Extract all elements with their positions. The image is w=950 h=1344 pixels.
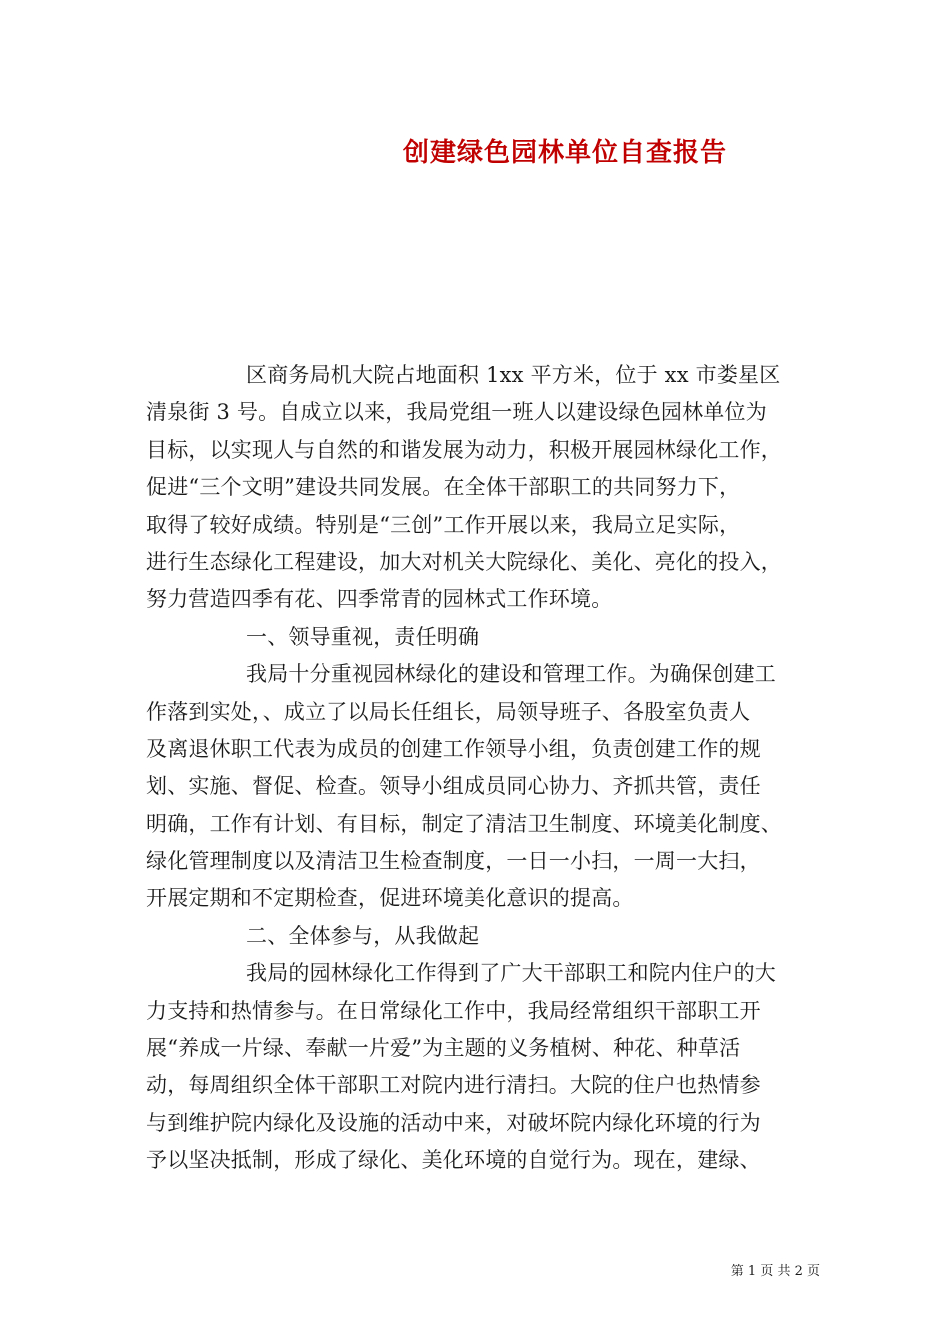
- paragraph-line: 开展定期和不定期检查，促进环境美化意识的提高。: [146, 886, 634, 911]
- paragraph-line: 明确，工作有计划、有目标，制定了清洁卫生制度、环境美化制度、: [146, 811, 782, 836]
- paragraph-line: 展“养成一片绿、奉献一片爱”为主题的义务植树、种花、种草活: [146, 1036, 741, 1061]
- paragraph-line: 清泉街 3 号。自成立以来，我局党组一班人以建设绿色园林单位为: [146, 400, 767, 425]
- paragraph-line: 及离退休职工代表为成员的创建工作领导小组，负责创建工作的规: [146, 736, 761, 761]
- paragraph-line: 作落到实处，、成立了以局长任组长，局领导班子、各股室负责人: [146, 699, 751, 724]
- page-footer: 第 1 页 共 2 页: [730, 1264, 820, 1279]
- paragraph-line: 取得了较好成绩。特别是“三创”工作开展以来，我局立足实际，: [146, 512, 741, 537]
- paragraph-line: 区商务局机大院占地面积 1xx 平方米，位于 xx 市娄星区: [246, 363, 781, 387]
- section-heading-1: 一、领导重视，责任明确: [246, 624, 480, 649]
- section-heading-2: 二、全体参与，从我做起: [246, 923, 480, 948]
- paragraph-line: 目标，以实现人与自然的和谐发展为动力，积极开展园林绿化工作，: [146, 437, 782, 462]
- paragraph-line: 与到维护院内绿化及设施的活动中来，对破坏院内绿化环境的行为: [146, 1110, 761, 1135]
- document-body: [146, 357, 826, 1180]
- paragraph-line: 动，每周组织全体干部职工对院内进行清扫。大院的住户也热情参: [146, 1073, 761, 1098]
- paragraph-line: 绿化管理制度以及清洁卫生检查制度，一日一小扫，一周一大扫，: [146, 849, 761, 874]
- paragraph-line: 促进“三个文明”建设共同发展。在全体干部职工的共同努力下，: [146, 475, 741, 500]
- paragraph-line: 予以坚决抵制，形成了绿化、美化环境的自觉行为。现在，建绿、: [146, 1148, 761, 1173]
- paragraph-line: 我局的园林绿化工作得到了广大干部职工和院内住户的大: [246, 961, 776, 986]
- paragraph-line: 划、实施、督促、检查。领导小组成员同心协力、齐抓共管，责任: [146, 774, 761, 799]
- paragraph-line: 力支持和热情参与。在日常绿化工作中，我局经常组织干部职工开: [146, 998, 761, 1023]
- paragraph-line: 努力营造四季有花、四季常青的园林式工作环境。: [146, 587, 613, 612]
- paragraph-line: 我局十分重视园林绿化的建设和管理工作。为确保创建工: [246, 662, 776, 687]
- paragraph-line: 进行生态绿化工程建设，加大对机关大院绿化、美化、亮化的投入，: [146, 549, 782, 574]
- document-title: 创建绿色园林单位自查报告: [402, 138, 727, 168]
